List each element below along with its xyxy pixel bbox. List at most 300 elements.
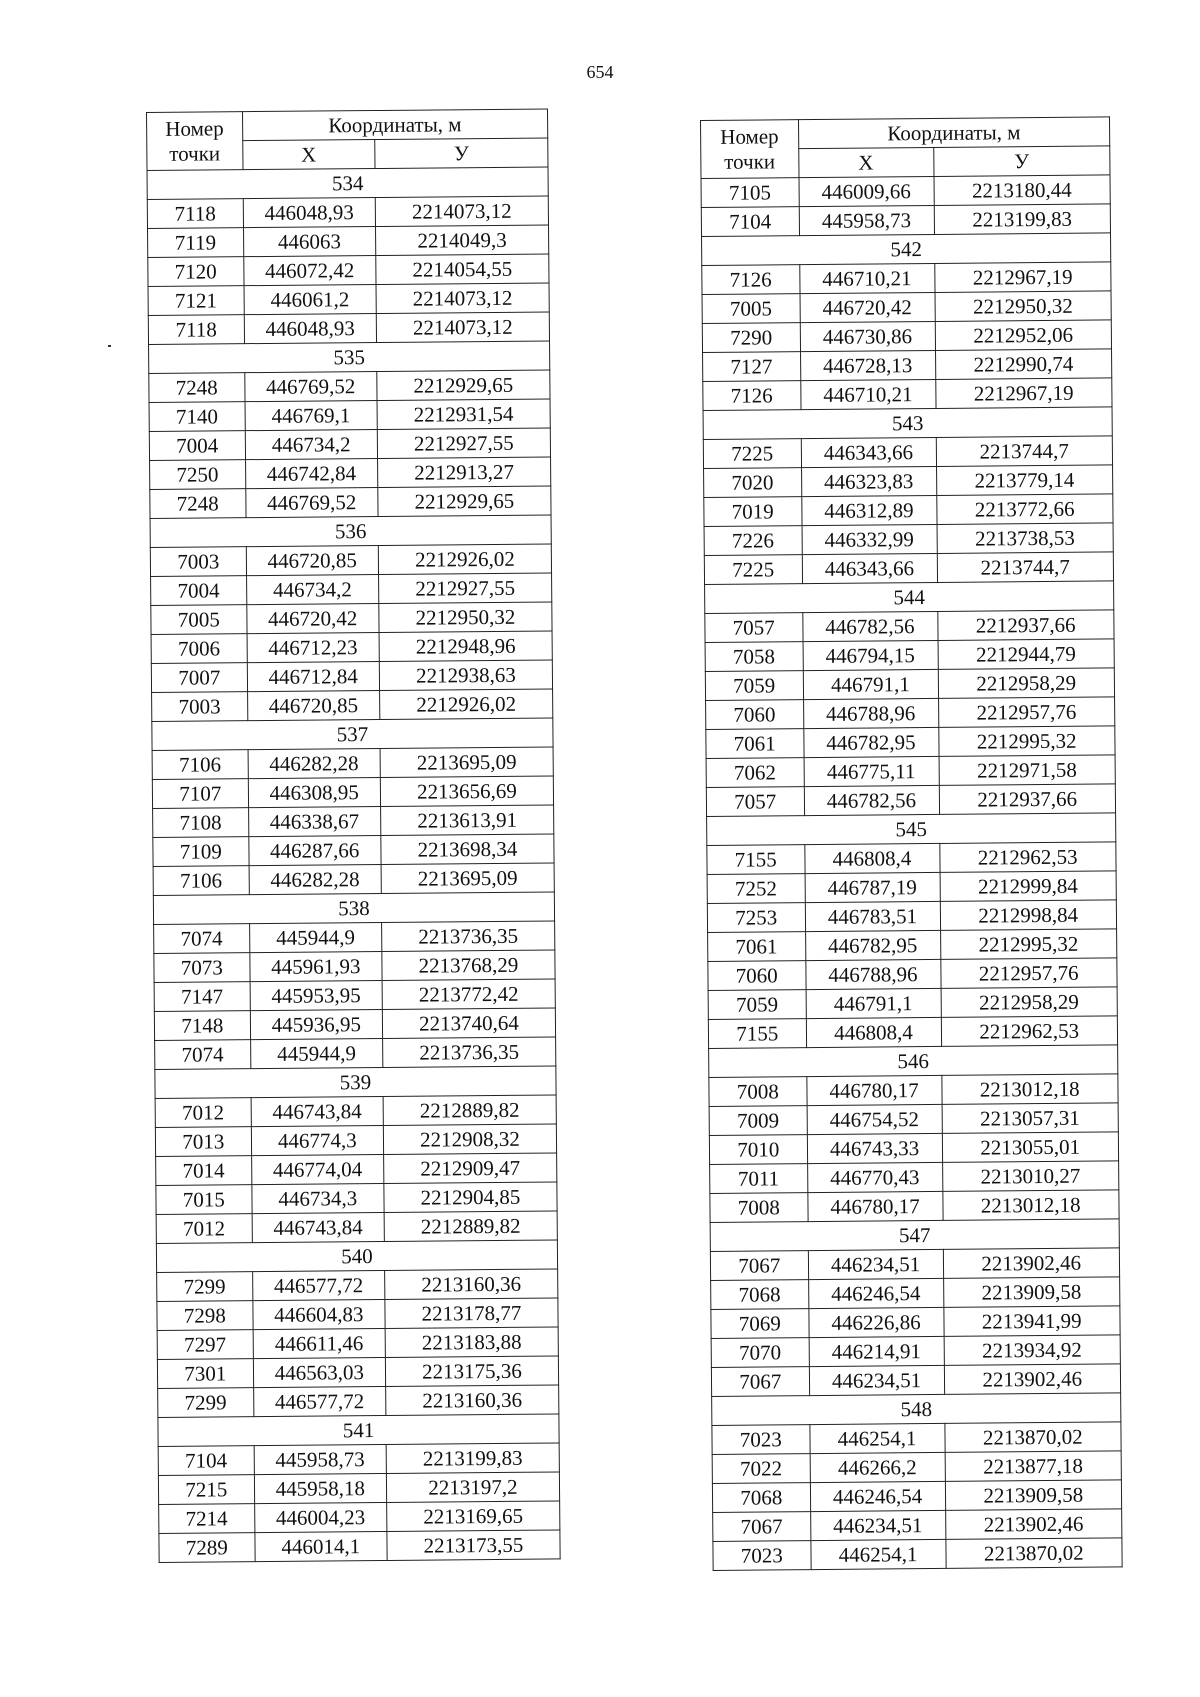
table-row	[708, 1016, 1117, 1049]
table-row	[705, 610, 1114, 643]
section-header-row	[156, 1240, 557, 1272]
x-coordinate-cell: 446254,1	[810, 1539, 945, 1569]
point-number-cell: 7009	[709, 1106, 807, 1136]
y-coordinate-cell: 2213160,36	[386, 1385, 559, 1416]
x-coordinate-cell: 446604,83	[253, 1299, 386, 1329]
point-number-cell: 7155	[708, 1019, 806, 1049]
table-row	[153, 863, 554, 895]
table-row	[151, 573, 552, 605]
table-row	[702, 320, 1111, 353]
table-row	[711, 1306, 1120, 1339]
table-row	[701, 175, 1110, 208]
x-coordinate-cell: 446775,11	[804, 756, 939, 786]
point-number-cell: 7011	[710, 1164, 808, 1194]
point-number-cell: 7067	[711, 1367, 809, 1397]
y-coordinate-cell: 2213736,35	[383, 1037, 556, 1068]
section-number: 537	[152, 718, 553, 750]
table-row	[150, 544, 551, 576]
y-coordinate-cell: 2213744,7	[937, 552, 1114, 583]
point-number-cell: 7059	[705, 671, 803, 701]
point-number-cell: 7022	[712, 1454, 810, 1484]
x-coordinate-cell: 446048,93	[244, 313, 377, 343]
table-row	[148, 254, 549, 286]
table-row	[704, 494, 1113, 527]
point-number-cell: 7147	[154, 982, 250, 1012]
y-coordinate-cell: 2212926,02	[380, 689, 553, 720]
table-row	[150, 457, 551, 489]
x-coordinate-cell: 446014,1	[255, 1531, 388, 1561]
x-header: X	[242, 140, 375, 170]
point-number-cell: 7106	[152, 750, 248, 780]
x-coordinate-cell: 445936,95	[250, 1009, 383, 1039]
y-coordinate-cell: 2213772,66	[936, 494, 1113, 525]
x-coordinate-cell: 446808,4	[806, 1017, 941, 1047]
x-coordinate-cell: 446769,1	[245, 400, 378, 430]
x-coordinate-cell: 446563,03	[253, 1357, 386, 1387]
x-coordinate-cell: 446287,66	[248, 835, 381, 865]
point-number-cell: 7057	[706, 787, 804, 817]
y-coordinate-cell: 2213744,7	[936, 436, 1113, 467]
table-row	[148, 283, 549, 315]
point-number-cell: 7106	[153, 866, 249, 896]
section-header-row	[705, 581, 1114, 614]
x-coordinate-cell: 446282,28	[248, 748, 381, 778]
point-number-cell: 7126	[703, 381, 801, 411]
table-row	[707, 900, 1116, 933]
section-header-row	[158, 1414, 559, 1446]
table-row	[152, 689, 553, 721]
table-row	[703, 436, 1112, 469]
point-number-cell: 7019	[704, 497, 802, 527]
y-coordinate-cell: 2212957,76	[938, 697, 1115, 728]
x-coordinate-cell: 446774,3	[251, 1125, 384, 1155]
y-coordinate-cell: 2212926,02	[378, 544, 551, 575]
point-number-cell: 7013	[155, 1127, 251, 1157]
point-number-cell: 7059	[708, 990, 806, 1020]
point-number-cell: 7121	[148, 286, 244, 316]
y-coordinate-cell: 2213197,2	[386, 1472, 559, 1503]
y-coordinate-cell: 2213941,99	[943, 1306, 1120, 1337]
table-row	[152, 776, 553, 808]
x-coordinate-cell: 446226,86	[808, 1307, 943, 1337]
y-coordinate-cell: 2213613,91	[381, 805, 554, 836]
point-number-cell: 7012	[156, 1214, 252, 1244]
x-coordinate-cell: 445961,93	[249, 951, 382, 981]
point-number-cell: 7070	[711, 1338, 809, 1368]
y-coordinate-cell: 2212967,19	[935, 378, 1112, 409]
section-header-row	[702, 233, 1111, 266]
point-number-header: Номер точки	[701, 120, 799, 179]
x-coordinate-cell: 446282,28	[249, 864, 382, 894]
table-row	[158, 1443, 559, 1475]
point-number-cell: 7058	[705, 642, 803, 672]
x-coordinate-cell: 445944,9	[250, 1038, 383, 1068]
x-coordinate-cell: 446743,84	[252, 1212, 385, 1242]
point-number-cell: 7120	[148, 257, 244, 287]
y-coordinate-cell: 2213934,92	[944, 1335, 1121, 1366]
x-coordinate-cell: 446214,91	[809, 1336, 944, 1366]
table-row	[705, 668, 1114, 701]
x-coordinate-cell: 445958,73	[799, 205, 934, 235]
table-row	[704, 523, 1113, 556]
point-number-cell: 7068	[711, 1280, 809, 1310]
point-number-cell: 7007	[151, 663, 247, 693]
y-coordinate-cell: 2212999,84	[940, 871, 1117, 902]
table-row	[149, 399, 550, 431]
point-number-header: Номер точки	[147, 112, 243, 171]
point-number-cell: 7107	[152, 779, 248, 809]
y-coordinate-cell: 2212948,96	[379, 631, 552, 662]
table-row	[708, 987, 1117, 1020]
x-coordinate-cell: 445958,73	[254, 1444, 387, 1474]
point-number-cell: 7118	[147, 199, 243, 229]
x-coordinate-cell: 446782,56	[804, 785, 939, 815]
x-coordinate-cell: 446742,84	[245, 458, 378, 488]
x-coordinate-cell: 446577,72	[252, 1270, 385, 1300]
table-row	[158, 1472, 559, 1504]
x-coordinate-cell: 446728,13	[800, 350, 935, 380]
table-row	[147, 196, 548, 228]
x-coordinate-cell: 445944,9	[249, 922, 382, 952]
table-row	[713, 1509, 1122, 1542]
x-coordinate-cell: 446780,17	[806, 1075, 941, 1105]
point-number-cell: 7005	[151, 605, 247, 635]
point-number-cell: 7062	[706, 758, 804, 788]
table-row	[151, 602, 552, 634]
point-number-cell: 7005	[702, 294, 800, 324]
section-number: 534	[147, 167, 548, 199]
y-coordinate-cell: 2214073,12	[376, 312, 549, 343]
point-number-cell: 7140	[149, 402, 245, 432]
section-number: 540	[156, 1240, 557, 1272]
table-row	[150, 486, 551, 518]
y-coordinate-cell: 2214054,55	[376, 254, 549, 285]
section-header-row	[707, 813, 1116, 846]
x-coordinate-cell: 446769,52	[244, 371, 377, 401]
y-coordinate-cell: 2212990,74	[935, 349, 1112, 380]
table-row	[154, 1008, 555, 1040]
point-number-cell: 7067	[713, 1512, 811, 1542]
y-coordinate-cell: 2212913,27	[377, 457, 550, 488]
table-row	[158, 1385, 559, 1417]
table-row	[702, 262, 1111, 295]
y-coordinate-cell: 2213010,27	[942, 1161, 1119, 1192]
x-coordinate-cell: 446782,56	[802, 611, 937, 641]
y-coordinate-cell: 2212971,58	[939, 755, 1116, 786]
y-coordinate-cell: 2213779,14	[936, 465, 1113, 496]
y-coordinate-cell: 2212998,84	[940, 900, 1117, 931]
point-number-cell: 7119	[148, 228, 244, 258]
y-coordinate-cell: 2213695,09	[380, 747, 553, 778]
table-row	[151, 631, 552, 663]
section-number: 535	[149, 341, 550, 373]
table-row	[703, 378, 1112, 411]
section-header-row	[710, 1219, 1119, 1252]
y-coordinate-cell: 2214073,12	[376, 283, 549, 314]
y-coordinate-cell: 2212929,65	[377, 370, 550, 401]
y-coordinate-cell: 2212937,66	[939, 784, 1116, 815]
point-number-cell: 7290	[702, 323, 800, 353]
y-coordinate-cell: 2213902,46	[943, 1248, 1120, 1279]
section-number: 536	[150, 515, 551, 547]
x-coordinate-cell: 446246,54	[808, 1278, 943, 1308]
table-row	[707, 871, 1116, 904]
point-number-cell: 7298	[157, 1301, 253, 1331]
table-row	[159, 1530, 560, 1562]
point-number-cell: 7214	[159, 1504, 255, 1534]
point-number-cell: 7297	[157, 1330, 253, 1360]
x-coordinate-cell: 446782,95	[803, 727, 938, 757]
x-coordinate-cell: 446743,84	[251, 1096, 384, 1126]
y-coordinate-cell: 2213870,02	[944, 1422, 1121, 1453]
coordinates-table-right	[700, 116, 1123, 1571]
y-coordinate-cell: 2213057,31	[942, 1103, 1119, 1134]
x-coordinate-cell: 446769,52	[245, 487, 378, 517]
table-row	[156, 1211, 557, 1243]
x-coordinate-cell: 446234,51	[810, 1510, 945, 1540]
x-coordinate-cell: 446009,66	[799, 176, 934, 206]
y-coordinate-cell: 2213656,69	[380, 776, 553, 807]
y-header: У	[933, 146, 1110, 177]
section-header-row	[712, 1393, 1121, 1426]
x-coordinate-cell: 446712,23	[247, 632, 380, 662]
x-coordinate-cell: 446791,1	[806, 988, 941, 1018]
point-number-cell: 7061	[708, 932, 806, 962]
y-coordinate-cell: 2213902,46	[945, 1509, 1122, 1540]
x-coordinate-cell: 446004,23	[254, 1502, 387, 1532]
table-row	[153, 834, 554, 866]
y-coordinate-cell: 2212962,53	[939, 842, 1116, 873]
stray-mark	[108, 345, 111, 347]
coordinates-header: Координаты, м	[242, 109, 548, 141]
x-coordinate-cell: 446780,17	[807, 1191, 942, 1221]
x-coordinate-cell: 446734,2	[245, 429, 378, 459]
x-coordinate-cell: 446061,2	[244, 284, 377, 314]
point-number-cell: 7003	[152, 692, 248, 722]
y-coordinate-cell: 2213169,65	[387, 1501, 560, 1532]
section-number: 545	[707, 813, 1116, 846]
table-row	[701, 204, 1110, 237]
table-body-right	[701, 175, 1122, 1571]
point-number-cell: 7020	[704, 468, 802, 498]
table-row	[155, 1037, 556, 1069]
point-number-cell: 7248	[149, 373, 245, 403]
y-coordinate-cell: 2213695,09	[381, 863, 554, 894]
point-number-cell: 7299	[157, 1272, 253, 1302]
point-number-cell: 7015	[156, 1185, 252, 1215]
x-coordinate-cell: 446048,93	[243, 198, 376, 228]
table-row	[154, 979, 555, 1011]
point-number-cell: 7006	[151, 634, 247, 664]
y-coordinate-cell: 2213178,77	[385, 1298, 558, 1329]
x-coordinate-cell: 446338,67	[248, 806, 381, 836]
point-number-cell: 7010	[709, 1135, 807, 1165]
table-row	[711, 1335, 1120, 1368]
point-number-cell: 7057	[705, 613, 803, 643]
y-coordinate-cell: 2212938,63	[379, 660, 552, 691]
y-coordinate-cell: 2212937,66	[937, 610, 1114, 641]
table-row	[151, 660, 552, 692]
y-coordinate-cell: 2212929,65	[378, 486, 551, 517]
x-coordinate-cell: 446782,95	[805, 930, 940, 960]
y-coordinate-cell: 2213012,18	[941, 1074, 1118, 1105]
section-number: 541	[158, 1414, 559, 1446]
table-row	[713, 1538, 1122, 1571]
y-coordinate-cell: 2212967,19	[934, 262, 1111, 293]
page-number: 654	[586, 62, 614, 82]
y-coordinate-cell: 2212958,29	[941, 987, 1118, 1018]
x-coordinate-cell: 446343,66	[802, 553, 937, 583]
point-number-cell: 7126	[702, 265, 800, 295]
table-row	[157, 1298, 558, 1330]
y-coordinate-cell: 2213199,83	[386, 1443, 559, 1474]
y-coordinate-cell: 2213772,42	[382, 979, 555, 1010]
y-coordinate-cell: 2213055,01	[942, 1132, 1119, 1163]
point-number-cell: 7067	[710, 1251, 808, 1281]
y-coordinate-cell: 2213909,58	[943, 1277, 1120, 1308]
y-coordinate-cell: 2212952,06	[935, 320, 1112, 351]
x-coordinate-cell: 446343,66	[801, 437, 936, 467]
section-number: 542	[702, 233, 1111, 266]
table-row	[712, 1480, 1121, 1513]
point-number-cell: 7023	[712, 1425, 810, 1455]
y-coordinate-cell: 2214073,12	[375, 196, 548, 227]
point-number-cell: 7068	[712, 1483, 810, 1513]
x-coordinate-cell: 446788,96	[805, 959, 940, 989]
y-coordinate-cell: 2212931,54	[377, 399, 550, 430]
table-row	[709, 1074, 1118, 1107]
table-row	[712, 1422, 1121, 1455]
table-row	[148, 225, 549, 257]
y-coordinate-cell: 2213173,55	[387, 1530, 560, 1561]
point-number-cell: 7074	[155, 1040, 251, 1070]
y-coordinate-cell: 2212909,47	[384, 1153, 557, 1184]
section-header-row	[150, 515, 551, 547]
x-coordinate-cell: 446312,89	[801, 495, 936, 525]
x-coordinate-cell: 445958,18	[254, 1473, 387, 1503]
y-coordinate-cell: 2212995,32	[938, 726, 1115, 757]
section-header-row	[155, 1066, 556, 1098]
section-number: 543	[703, 407, 1112, 440]
table-row	[710, 1248, 1119, 1281]
table-row	[707, 842, 1116, 875]
point-number-cell: 7060	[708, 961, 806, 991]
x-coordinate-cell: 446246,54	[810, 1481, 945, 1511]
x-coordinate-cell: 446712,84	[247, 661, 380, 691]
table-row	[159, 1501, 560, 1533]
point-number-cell: 7148	[154, 1011, 250, 1041]
table-row	[711, 1277, 1120, 1310]
section-number: 547	[710, 1219, 1119, 1252]
point-number-cell: 7060	[706, 700, 804, 730]
table-row	[705, 639, 1114, 672]
x-coordinate-cell: 446794,15	[803, 640, 938, 670]
y-coordinate-cell: 2213175,36	[385, 1356, 558, 1387]
table-row	[157, 1269, 558, 1301]
table-row	[712, 1451, 1121, 1484]
x-coordinate-cell: 446720,85	[247, 690, 380, 720]
x-coordinate-cell: 446332,99	[802, 524, 937, 554]
section-number: 546	[709, 1045, 1118, 1078]
x-header: X	[798, 147, 933, 177]
x-coordinate-cell: 446063	[243, 227, 376, 257]
table-row	[155, 1095, 556, 1127]
table-row	[711, 1364, 1120, 1397]
table-row	[154, 921, 555, 953]
y-coordinate-cell: 2212995,32	[940, 929, 1117, 960]
point-number-cell: 7073	[154, 953, 250, 983]
x-coordinate-cell: 445953,95	[250, 980, 383, 1010]
point-number-cell: 7074	[154, 924, 250, 954]
x-coordinate-cell: 446754,52	[807, 1104, 942, 1134]
point-number-cell: 7108	[153, 808, 249, 838]
y-header: У	[375, 138, 548, 169]
section-number: 538	[153, 892, 554, 924]
y-coordinate-cell: 2213877,18	[945, 1451, 1122, 1482]
table-body-left	[147, 167, 560, 1562]
y-coordinate-cell: 2212927,55	[377, 428, 550, 459]
y-coordinate-cell: 2212927,55	[378, 573, 551, 604]
table-row	[702, 291, 1111, 324]
y-coordinate-cell: 2212957,76	[940, 958, 1117, 989]
table-row	[709, 1132, 1118, 1165]
y-coordinate-cell: 2213180,44	[934, 175, 1111, 206]
section-header-row	[703, 407, 1112, 440]
y-coordinate-cell: 2213698,34	[381, 834, 554, 865]
y-coordinate-cell: 2213738,53	[937, 523, 1114, 554]
y-coordinate-cell: 2213902,46	[944, 1364, 1121, 1395]
table-row	[708, 929, 1117, 962]
point-number-cell: 7127	[703, 352, 801, 382]
point-number-cell: 7289	[159, 1533, 255, 1563]
table-row	[149, 370, 550, 402]
y-coordinate-cell: 2212958,29	[938, 668, 1115, 699]
y-coordinate-cell: 2212904,85	[384, 1182, 557, 1213]
table-row	[708, 958, 1117, 991]
y-coordinate-cell: 2213909,58	[945, 1480, 1122, 1511]
y-coordinate-cell: 2213199,83	[934, 204, 1111, 235]
y-coordinate-cell: 2212889,82	[383, 1095, 556, 1126]
y-coordinate-cell: 2214049,3	[375, 225, 548, 256]
point-number-cell: 7225	[703, 439, 801, 469]
header-row	[701, 117, 1110, 150]
header-row	[147, 109, 548, 141]
x-coordinate-cell: 446234,51	[809, 1365, 944, 1395]
point-number-cell: 7023	[713, 1541, 811, 1571]
table-row	[154, 950, 555, 982]
y-coordinate-cell: 2212944,79	[938, 639, 1115, 670]
point-number-cell: 7061	[706, 729, 804, 759]
point-number-cell: 7008	[710, 1193, 808, 1223]
point-number-cell: 7109	[153, 837, 249, 867]
x-coordinate-cell: 446791,1	[803, 669, 938, 699]
section-number: 544	[705, 581, 1114, 614]
point-number-cell: 7008	[709, 1077, 807, 1107]
y-coordinate-cell: 2213768,29	[382, 950, 555, 981]
x-coordinate-cell: 446720,42	[800, 292, 935, 322]
table-row	[149, 428, 550, 460]
section-number: 548	[712, 1393, 1121, 1426]
x-coordinate-cell: 446734,2	[246, 574, 379, 604]
table-row	[710, 1190, 1119, 1223]
y-coordinate-cell: 2212950,32	[379, 602, 552, 633]
table-row	[152, 747, 553, 779]
x-coordinate-cell: 446774,04	[251, 1154, 384, 1184]
y-coordinate-cell: 2213870,02	[945, 1538, 1122, 1569]
point-number-cell: 7155	[707, 845, 805, 875]
table-row	[156, 1153, 557, 1185]
x-coordinate-cell: 446788,96	[803, 698, 938, 728]
